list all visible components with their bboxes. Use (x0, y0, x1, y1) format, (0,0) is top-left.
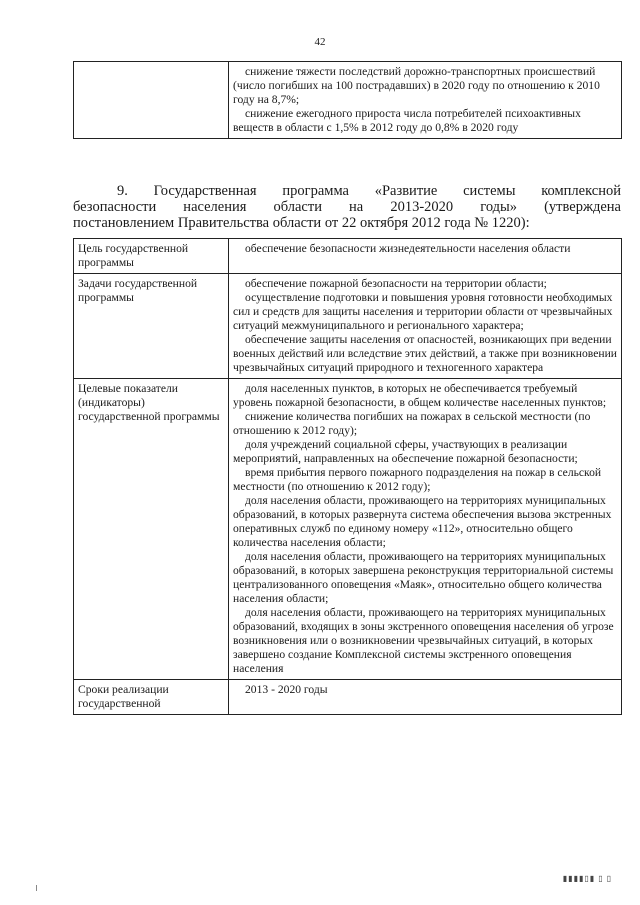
list-item: время прибытия первого пожарного подразделения на пожар в сельской местности (по отношению к 2012 году); (233, 466, 602, 493)
list-item: доля учреждений социальной сферы, участвующих в реализации мероприятий, направленных на обеспечение пожарной безопасности; (233, 438, 578, 465)
scan-mark (36, 885, 37, 891)
row-label: Сроки реализации государственной (78, 683, 169, 710)
section-heading-line: 9. Государственная программа «Развитие системы комплексной (117, 183, 621, 199)
value-cell (229, 274, 622, 379)
list-item: доля населения области, проживающего на территориях муниципальных образований, в которых завершена реконструкция территориальной системы централизованного оповещения «Маяк», относительно общего количества населения области; (233, 550, 614, 605)
row-label: Задачи государственной программы (78, 277, 198, 304)
value-cell (229, 62, 622, 139)
section-heading (73, 183, 621, 231)
list-item: доля населенных пунктов, в которых не обеспечивается требуемый уровень пожарной безопасности, в общем количестве населенных пунктов; (233, 382, 607, 409)
table-row (74, 274, 622, 379)
value-cell (229, 680, 622, 715)
list-item: 2013 - 2020 годы (245, 683, 328, 696)
list-item: снижение тяжести последствий дорожно-транспортных происшествий (число погибших на 100 пострадавших) в 2020 году по отношению к 2010 году на 8,7%; (233, 65, 600, 106)
list-item: обеспечение защиты населения от опасностей, возникающих при ведении военных действий или вследствие этих действий, а также при возникновении чрезвычайных ситуаций природного и техногенного характера (233, 333, 617, 374)
table-row (74, 379, 622, 680)
label-cell (74, 379, 229, 680)
table-row (74, 62, 622, 139)
list-item: доля населения области, проживающего на территориях муниципальных образований, в которых развернута система обеспечения вызова экстренных оперативных служб по единому номеру «112», относительно общего количества населения области; (233, 494, 612, 549)
label-cell (74, 62, 229, 139)
list-item: снижение количества погибших на пожарах в сельской местности (по отношению к 2012 году); (233, 410, 591, 437)
program-passport-table (73, 238, 622, 715)
list-item: доля населения области, проживающего на территориях муниципальных образований, входящих в зоны экстренного оповещения населения об угрозе возникновения или о возникновении чрезвычайных ситуаций, в которых завершено создание Комплексной системы экстренного оповещения населения (233, 606, 614, 675)
list-item: обеспечение безопасности жизнедеятельности населения области (245, 242, 571, 255)
row-label: Целевые показатели (индикаторы) государственной программы (78, 382, 220, 423)
table-row (74, 239, 622, 274)
list-item: обеспечение пожарной безопасности на территории области; (245, 277, 547, 290)
value-cell (229, 379, 622, 680)
page-number: 42 (314, 36, 326, 48)
list-item: осуществление подготовки и повышения уровня готовности необходимых сил и средств для защиты населения и территории области от чрезвычайных ситуаций межмуниципального и регионального характера; (233, 291, 613, 332)
continuation-table (73, 61, 622, 139)
list-item: снижение ежегодного прироста числа потребителей психоактивных веществ в области с 1,5% в 2012 году до 0,8% в 2020 году (233, 107, 581, 134)
label-cell (74, 274, 229, 379)
section-heading-line: постановлением Правительства области от 22 октября 2012 года № 1220): (73, 215, 530, 231)
scan-barcode-mark: ▮▮▮▮▯▮ ▯ ▯ (562, 874, 612, 883)
row-label: Цель государственной программы (78, 242, 189, 269)
label-cell (74, 239, 229, 274)
section-heading-line: безопасности населения области на 2013-2020 годы» (утверждена (73, 199, 621, 215)
table-row (74, 680, 622, 715)
value-cell (229, 239, 622, 274)
label-cell (74, 680, 229, 715)
